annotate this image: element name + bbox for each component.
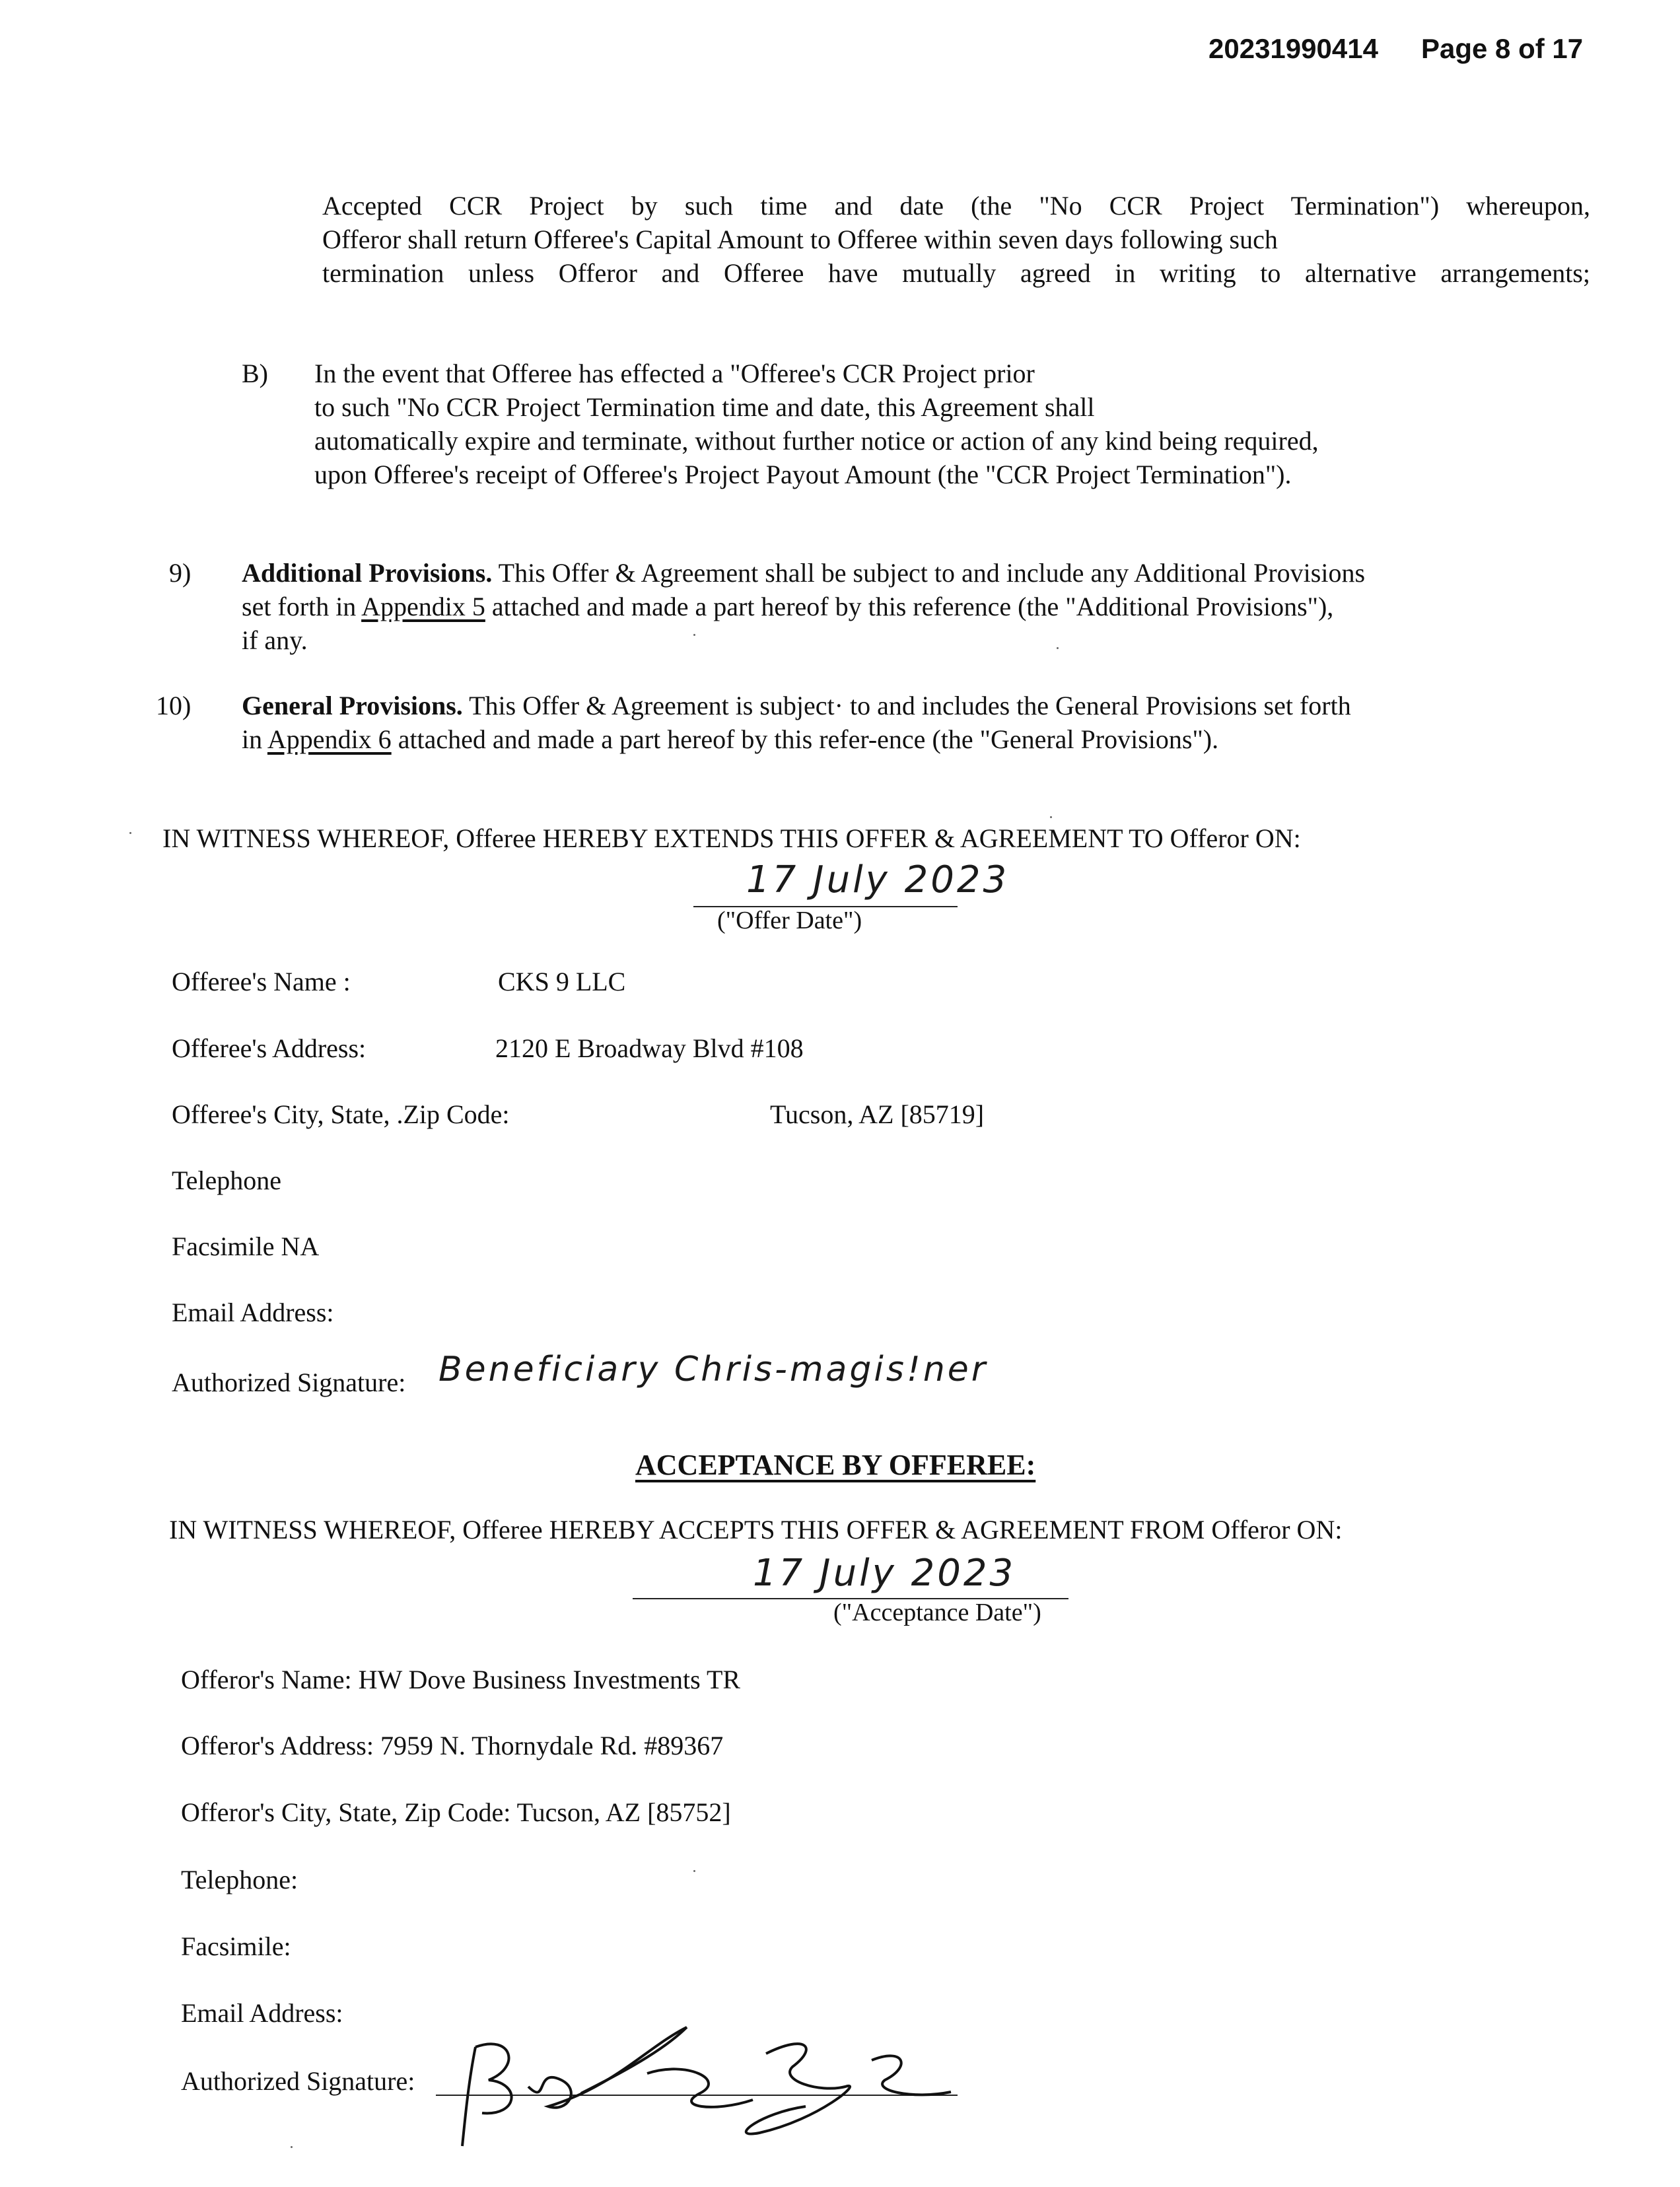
scan-speck: [693, 1870, 695, 1872]
scan-speck: [1057, 647, 1059, 649]
section-9-text: This Offer & Agreement shall be subject to and include any Additional Provisions: [498, 558, 1366, 588]
offer-date-caption: ("Offer Date"): [717, 907, 862, 934]
acceptance-witness-statement: IN WITNESS WHEREOF, Offeree HEREBY ACCEPTS THIS OFFER & AGREEMENT FROM Offeror ON:: [169, 1515, 1343, 1545]
document-number: 20231990414: [1208, 33, 1378, 64]
acceptance-date-handwritten: 17 July 2023: [753, 1552, 1016, 1595]
offeror-email-label: Email Address:: [181, 1998, 343, 2028]
offeree-facsimile-label: Facsimile NA: [172, 1232, 320, 1261]
offeree-name-value: CKS 9 LLC: [498, 967, 626, 996]
section-10-line-2: [242, 722, 1582, 756]
section-9-paragraph: [242, 556, 1582, 657]
page-number: Page 8 of 17: [1421, 33, 1584, 64]
scan-speck: [291, 2146, 293, 2148]
offeree-telephone-label: Telephone: [172, 1165, 282, 1195]
continuation-paragraph: [322, 189, 1590, 290]
appendix-5-reference: Appendix 5: [361, 592, 485, 621]
continuation-line: Accepted CCR Project by such time and date (the "No CCR Project Termination") whereupon,: [322, 191, 1590, 221]
section-10-text: This Offer & Agreement is subject· to and includes the General Provisions set forth: [469, 691, 1351, 720]
offeree-city-label: Offeree's City, State, .Zip Code:: [172, 1099, 510, 1129]
section-9-line-1: [242, 556, 1582, 590]
offer-date-handwritten: 17 July 2023: [746, 858, 1010, 901]
clause-b-line: automatically expire and terminate, without further notice or action of any kind being required,: [314, 426, 1319, 456]
section-10-paragraph: [242, 689, 1582, 756]
clause-b-line: upon Offeree's receipt of Offeree's Project Payout Amount (the "CCR Project Termination").: [314, 460, 1292, 489]
offeree-name-label: Offeree's Name :: [172, 967, 351, 996]
section-10-number: 10): [156, 691, 192, 720]
offeree-signature-handwritten: Beneficiary Chris-magis!ner: [438, 1350, 989, 1389]
offeror-address-label: Offeror's Address: 7959 N. Thornydale Rd. #89367: [181, 1731, 724, 1760]
clause-b-line: In the event that Offeree has effected a "Offeree's CCR Project prior: [314, 359, 1035, 388]
offer-witness-statement: IN WITNESS WHEREOF, Offeree HEREBY EXTENDS THIS OFFER & AGREEMENT TO Offeror ON:: [162, 823, 1301, 853]
clause-b-line: to such "No CCR Project Termination time and date, this Agreement shall: [314, 392, 1095, 422]
acceptance-heading: ACCEPTANCE BY OFFEREE:: [635, 1449, 1036, 1481]
section-9-title: Additional Provisions.: [242, 558, 493, 588]
offeror-name-label: Offeror's Name: HW Dove Business Investments TR: [181, 1665, 741, 1694]
offeror-telephone-label: Telephone:: [181, 1865, 298, 1894]
section-10-text: in: [242, 724, 263, 754]
section-10-title: General Provisions.: [242, 691, 463, 720]
section-9-line-2: [242, 590, 1582, 623]
scan-speck: [129, 832, 131, 834]
offeror-signature-label: Authorized Signature:: [181, 2066, 415, 2096]
scan-speck: [1050, 816, 1052, 818]
clause-b-paragraph: [314, 357, 1536, 491]
continuation-line: termination unless Offeror and Offeree have mutually agreed in writing to alternative arrangements;: [322, 258, 1590, 288]
offeror-signature-scribble: [449, 2007, 964, 2159]
clause-b-marker: B): [242, 359, 268, 388]
acceptance-date-caption: ("Acceptance Date"): [833, 1599, 1041, 1626]
scan-speck: [693, 634, 695, 636]
section-9-text: attached and made a part hereof by this reference (the "Additional Provisions"),: [491, 592, 1334, 621]
offeror-facsimile-label: Facsimile:: [181, 1931, 291, 1961]
continuation-line: Offeror shall return Offeree's Capital Amount to Offeree within seven days following such: [322, 225, 1278, 254]
section-9-line-3: if any.: [242, 625, 308, 655]
section-10-text: attached and made a part hereof by this refer-ence (the "General Provisions").: [398, 724, 1219, 754]
section-9-number: 9): [169, 558, 192, 588]
offeree-address-value: 2120 E Broadway Blvd #108: [495, 1033, 804, 1063]
offeror-city-label: Offeror's City, State, Zip Code: Tucson, AZ [85752]: [181, 1797, 731, 1827]
offeree-signature-label: Authorized Signature:: [172, 1368, 406, 1397]
section-9-text: set forth in: [242, 592, 357, 621]
offeree-email-label: Email Address:: [172, 1298, 334, 1327]
appendix-6-reference: Appendix 6: [267, 724, 392, 754]
offeree-address-label: Offeree's Address:: [172, 1033, 367, 1063]
offeree-city-value: Tucson, AZ [85719]: [770, 1099, 985, 1129]
section-10-line-1: [242, 689, 1582, 722]
